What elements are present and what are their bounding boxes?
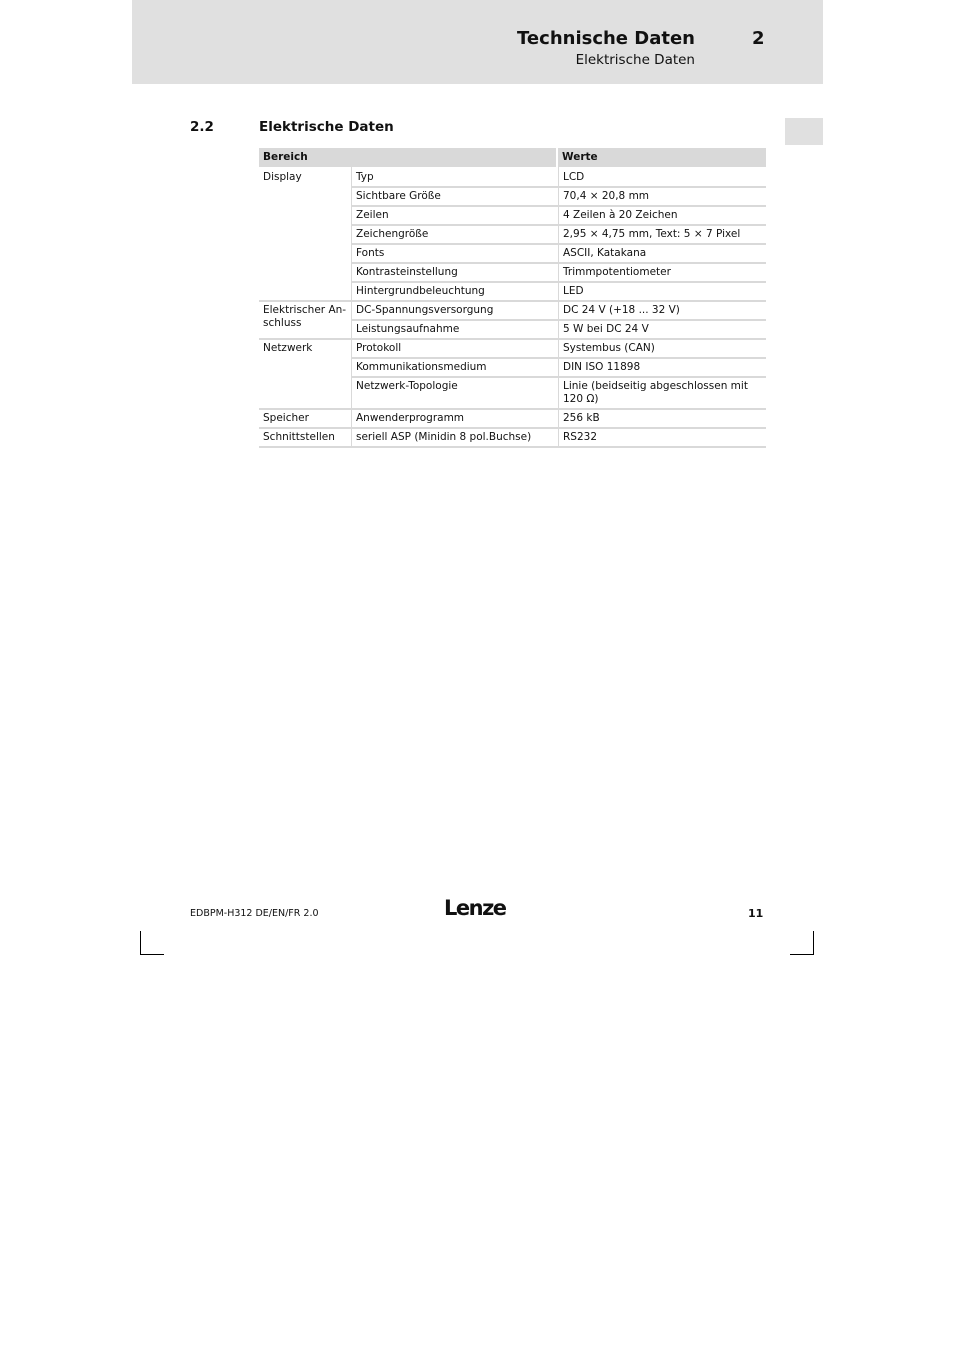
cell-bereich: Display [259, 167, 351, 302]
cell-bereich: Elektrischer An- schluss [259, 302, 351, 340]
cell-parameter: Anwenderprogramm [351, 410, 558, 429]
crop-mark-left-horizontal [140, 954, 164, 955]
cell-parameter: Kontrasteinstellung [351, 264, 558, 283]
table-row [259, 167, 766, 188]
cell-parameter: Netzwerk-Topologie [351, 378, 558, 410]
footer-doc-id: EDBPM-H312 DE/EN/FR 2.0 [190, 908, 319, 919]
cell-value: LED [558, 283, 766, 302]
header-werte: Werte [558, 148, 766, 167]
cell-bereich: Schnittstellen [259, 429, 351, 448]
cell-value: 256 kB [558, 410, 766, 429]
cell-parameter: Protokoll [351, 340, 558, 359]
crop-mark-right-vertical [813, 931, 814, 955]
cell-value: Linie (beidseitig abgeschlossen mit 120 Ω) [558, 378, 766, 410]
cell-parameter: Kommunikationsmedium [351, 359, 558, 378]
cell-value: 4 Zeilen à 20 Zeichen [558, 207, 766, 226]
cell-value: DC 24 V (+18 ... 32 V) [558, 302, 766, 321]
crop-mark-left-vertical [140, 931, 141, 955]
header-band [132, 0, 823, 84]
cell-parameter: seriell ASP (Minidin 8 pol.Buchse) [351, 429, 558, 448]
electrical-data-table [259, 148, 766, 448]
cell-parameter: Fonts [351, 245, 558, 264]
table-row [259, 302, 766, 321]
table-header-row [259, 148, 766, 167]
section-title: Elektrische Daten [259, 119, 394, 135]
cell-parameter: Zeichengröße [351, 226, 558, 245]
chapter-number: 2 [752, 28, 765, 49]
crop-mark-right-horizontal [790, 954, 814, 955]
table-body [259, 167, 766, 448]
cell-value: 70,4 × 20,8 mm [558, 188, 766, 207]
table-row [259, 340, 766, 359]
cell-parameter: Typ [351, 167, 558, 188]
cell-bereich: Speicher [259, 410, 351, 429]
cell-value: ASCII, Katakana [558, 245, 766, 264]
cell-parameter: DC-Spannungsversorgung [351, 302, 558, 321]
cell-value: LCD [558, 167, 766, 188]
cell-parameter: Hintergrundbeleuchtung [351, 283, 558, 302]
table-row [259, 410, 766, 429]
chapter-side-tab [785, 118, 823, 145]
cell-parameter: Leistungsaufnahme [351, 321, 558, 340]
chapter-title: Technische Daten [517, 28, 695, 49]
page-number: 11 [748, 907, 764, 920]
cell-value: Trimmpotentiometer [558, 264, 766, 283]
cell-parameter: Sichtbare Größe [351, 188, 558, 207]
section-number: 2.2 [190, 119, 214, 135]
cell-value: DIN ISO 11898 [558, 359, 766, 378]
cell-parameter: Zeilen [351, 207, 558, 226]
lenze-logo: Lenze [444, 896, 506, 920]
cell-bereich: Netzwerk [259, 340, 351, 410]
chapter-subtitle: Elektrische Daten [575, 52, 695, 68]
cell-value: 5 W bei DC 24 V [558, 321, 766, 340]
table-row [259, 429, 766, 448]
header-bereich: Bereich [259, 148, 558, 167]
cell-value: 2,95 × 4,75 mm, Text: 5 × 7 Pixel [558, 226, 766, 245]
cell-value: Systembus (CAN) [558, 340, 766, 359]
cell-value: RS232 [558, 429, 766, 448]
